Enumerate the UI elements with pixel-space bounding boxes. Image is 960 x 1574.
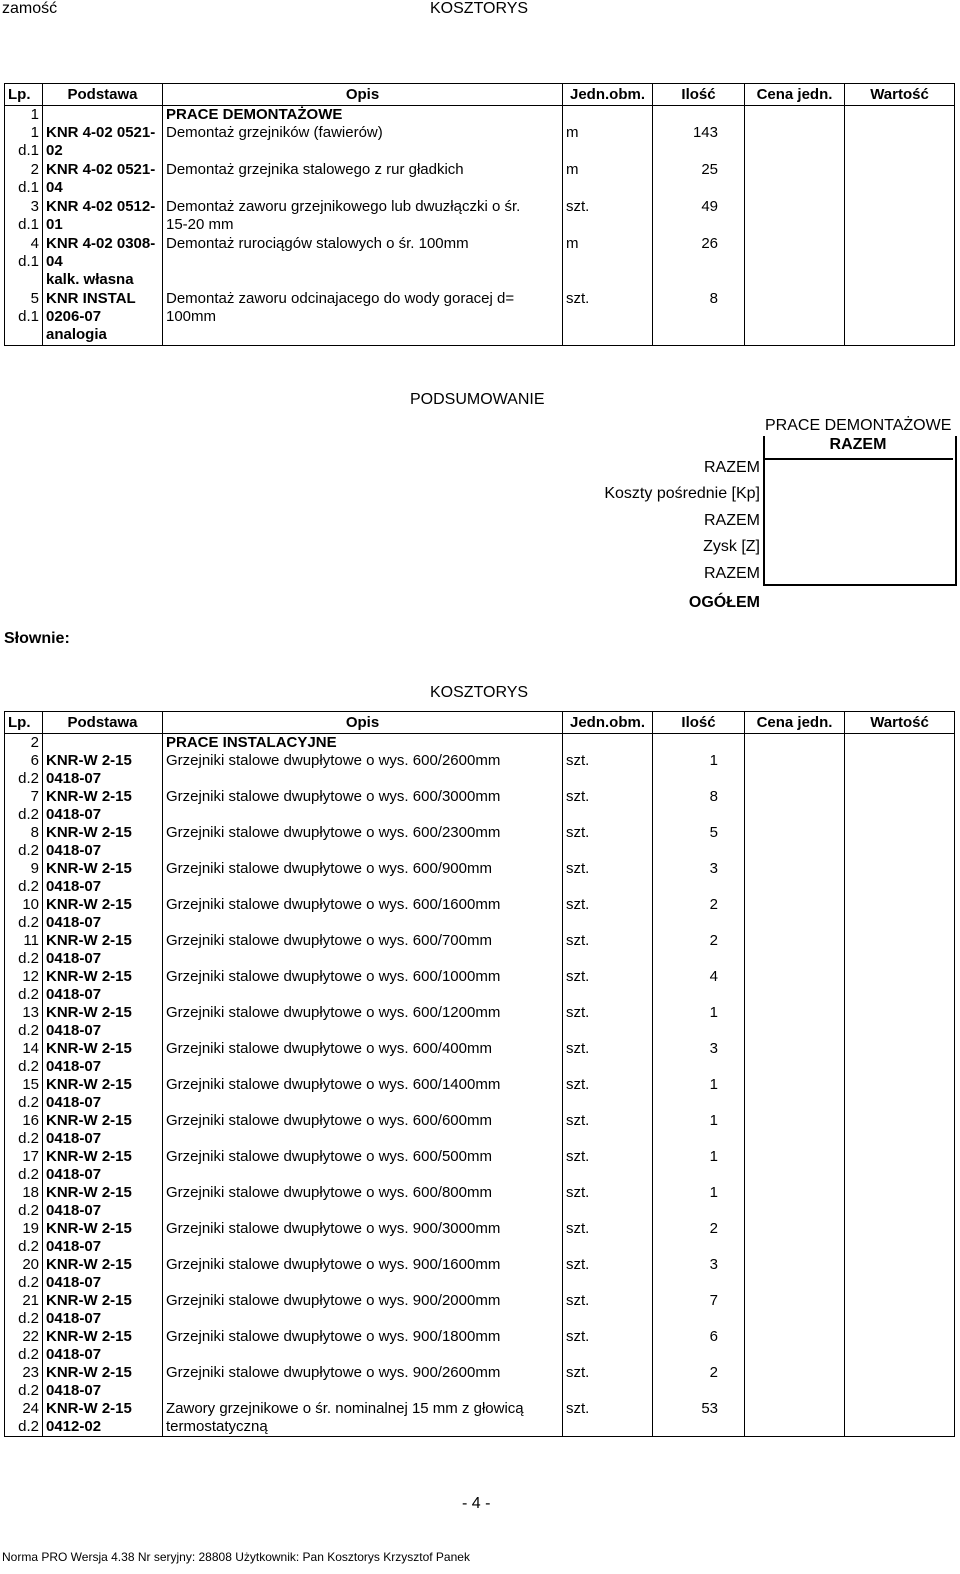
row-jedn: szt.	[563, 788, 653, 824]
row-cena	[745, 1040, 845, 1076]
row-podstawa: KNR-W 2-15 0418-07	[43, 1256, 163, 1292]
col-ilosc: Ilość	[653, 712, 745, 734]
row-lp: 14 d.2	[5, 1040, 43, 1076]
row-wartosc	[845, 788, 955, 824]
row-podstawa: KNR 4-02 0521- 02	[43, 124, 163, 161]
page-number: - 4 -	[462, 1495, 491, 1512]
row-ilosc: 1	[653, 1148, 745, 1184]
row-opis: Grzejniki stalowe dwupłytowe o wys. 600/1200mm	[163, 1004, 563, 1040]
col-podstawa: Podstawa	[43, 712, 163, 734]
col-jedn: Jedn.obm.	[563, 712, 653, 734]
row-lp: 21 d.2	[5, 1292, 43, 1328]
col-jedn: Jedn.obm.	[563, 84, 653, 106]
row-ilosc: 2	[653, 932, 745, 968]
row-jedn: szt.	[563, 1292, 653, 1328]
row-podstawa: KNR-W 2-15 0418-07	[43, 1184, 163, 1220]
row-cena	[745, 788, 845, 824]
row-cena	[745, 1076, 845, 1112]
col-cena: Cena jedn.	[745, 84, 845, 106]
row-jedn: m	[563, 235, 653, 290]
summary-label-razem-1: RAZEM	[704, 459, 760, 476]
row-ilosc: 7	[653, 1292, 745, 1328]
section-title: PRACE INSTALACYJNE	[163, 734, 563, 753]
row-lp: 18 d.2	[5, 1184, 43, 1220]
row-ilosc: 1	[653, 752, 745, 788]
row-ilosc: 25	[653, 161, 745, 198]
row-opis: Grzejniki stalowe dwupłytowe o wys. 600/1600mm	[163, 896, 563, 932]
header-title: KOSZTORYS	[430, 0, 529, 17]
row-lp: 19 d.2	[5, 1220, 43, 1256]
row-opis: Grzejniki stalowe dwupłytowe o wys. 900/2000mm	[163, 1292, 563, 1328]
row-lp: 10 d.2	[5, 896, 43, 932]
row-ilosc: 1	[653, 1076, 745, 1112]
table-row	[5, 788, 955, 824]
row-jedn: szt.	[563, 1400, 653, 1437]
summary-label-koszty: Koszty pośrednie [Kp]	[604, 485, 760, 502]
row-lp: 15 d.2	[5, 1076, 43, 1112]
row-wartosc	[845, 198, 955, 235]
row-lp: 12 d.2	[5, 968, 43, 1004]
row-opis: Grzejniki stalowe dwupłytowe o wys. 600/900mm	[163, 860, 563, 896]
row-podstawa: KNR-W 2-15 0418-07	[43, 1004, 163, 1040]
row-jedn: m	[563, 124, 653, 161]
row-opis: Demontaż zaworu odcinajacego do wody goracej d= 100mm	[163, 290, 563, 346]
table-row	[5, 161, 955, 198]
table-row	[5, 235, 955, 290]
row-jedn: szt.	[563, 1220, 653, 1256]
row-ilosc: 8	[653, 290, 745, 346]
row-wartosc	[845, 290, 955, 346]
table-row	[5, 1112, 955, 1148]
row-lp: 24 d.2	[5, 1400, 43, 1437]
row-jedn: szt.	[563, 1040, 653, 1076]
row-cena	[745, 968, 845, 1004]
row-lp: 7 d.2	[5, 788, 43, 824]
row-ilosc: 8	[653, 788, 745, 824]
row-ilosc: 1	[653, 1184, 745, 1220]
row-jedn: szt.	[563, 968, 653, 1004]
row-opis: Grzejniki stalowe dwupłytowe o wys. 900/1800mm	[163, 1328, 563, 1364]
table-row	[5, 124, 955, 161]
row-cena	[745, 1292, 845, 1328]
row-lp: 3 d.1	[5, 198, 43, 235]
row-ilosc: 5	[653, 824, 745, 860]
row-cena	[745, 1184, 845, 1220]
row-jedn: szt.	[563, 824, 653, 860]
row-wartosc	[845, 1148, 955, 1184]
row-podstawa: KNR-W 2-15 0418-07	[43, 1364, 163, 1400]
row-cena	[745, 1256, 845, 1292]
row-podstawa: KNR-W 2-15 0412-02	[43, 1400, 163, 1437]
table-row	[5, 752, 955, 788]
row-wartosc	[845, 932, 955, 968]
table-row	[5, 1364, 955, 1400]
row-ilosc: 49	[653, 198, 745, 235]
col-wartosc: Wartość	[845, 712, 955, 734]
row-podstawa: KNR-W 2-15 0418-07	[43, 824, 163, 860]
row-wartosc	[845, 1400, 955, 1437]
row-podstawa: KNR 4-02 0512- 01	[43, 198, 163, 235]
row-ilosc: 26	[653, 235, 745, 290]
row-jedn: szt.	[563, 1364, 653, 1400]
table-row	[5, 1004, 955, 1040]
row-opis: Grzejniki stalowe dwupłytowe o wys. 600/1400mm	[163, 1076, 563, 1112]
row-wartosc	[845, 1328, 955, 1364]
row-podstawa: KNR 4-02 0521- 04	[43, 161, 163, 198]
row-lp: 17 d.2	[5, 1148, 43, 1184]
row-wartosc	[845, 1256, 955, 1292]
row-opis: Grzejniki stalowe dwupłytowe o wys. 600/2300mm	[163, 824, 563, 860]
row-jedn: szt.	[563, 896, 653, 932]
row-ilosc: 2	[653, 896, 745, 932]
row-jedn: szt.	[563, 1004, 653, 1040]
row-opis: Grzejniki stalowe dwupłytowe o wys. 900/2600mm	[163, 1364, 563, 1400]
row-ilosc: 3	[653, 1040, 745, 1076]
row-lp: 23 d.2	[5, 1364, 43, 1400]
table-row	[5, 1220, 955, 1256]
row-opis: Grzejniki stalowe dwupłytowe o wys. 600/400mm	[163, 1040, 563, 1076]
row-ilosc: 4	[653, 968, 745, 1004]
row-wartosc	[845, 1076, 955, 1112]
row-jedn: szt.	[563, 1256, 653, 1292]
table-row	[5, 1328, 955, 1364]
row-wartosc	[845, 1040, 955, 1076]
row-ilosc: 6	[653, 1328, 745, 1364]
section-2-body	[5, 734, 955, 1437]
row-opis: Demontaż grzejnika stalowego z rur gładkich	[163, 161, 563, 198]
col-podstawa: Podstawa	[43, 84, 163, 106]
row-cena	[745, 1148, 845, 1184]
table-row	[5, 932, 955, 968]
row-ilosc: 3	[653, 1256, 745, 1292]
table-row	[5, 198, 955, 235]
row-jedn: m	[563, 161, 653, 198]
row-wartosc	[845, 968, 955, 1004]
row-cena	[745, 1220, 845, 1256]
row-ilosc: 143	[653, 124, 745, 161]
row-cena	[745, 235, 845, 290]
table-row	[5, 1256, 955, 1292]
row-cena	[745, 896, 845, 932]
row-cena	[745, 824, 845, 860]
row-wartosc	[845, 824, 955, 860]
row-cena	[745, 932, 845, 968]
section-number: 2	[5, 734, 43, 753]
row-lp: 16 d.2	[5, 1112, 43, 1148]
row-lp: 22 d.2	[5, 1328, 43, 1364]
summary-label-ogolem: OGÓŁEM	[688, 594, 760, 611]
row-podstawa: KNR-W 2-15 0418-07	[43, 968, 163, 1004]
row-cena	[745, 860, 845, 896]
row-jedn: szt.	[563, 1148, 653, 1184]
row-wartosc	[845, 124, 955, 161]
row-lp: 11 d.2	[5, 932, 43, 968]
row-wartosc	[845, 896, 955, 932]
row-cena	[745, 1004, 845, 1040]
row-opis: Grzejniki stalowe dwupłytowe o wys. 600/800mm	[163, 1184, 563, 1220]
row-cena	[745, 161, 845, 198]
table-row	[5, 968, 955, 1004]
row-ilosc: 53	[653, 1400, 745, 1437]
row-podstawa: KNR-W 2-15 0418-07	[43, 1328, 163, 1364]
row-ilosc: 2	[653, 1364, 745, 1400]
section-1-body	[5, 106, 955, 346]
table-row	[5, 1040, 955, 1076]
row-cena	[745, 198, 845, 235]
row-lp: 20 d.2	[5, 1256, 43, 1292]
footer-text: Norma PRO Wersja 4.38 Nr seryjny: 28808 Użytkownik: Pan Kosztorys Krzysztof Panek	[2, 1550, 470, 1564]
table-row	[5, 1184, 955, 1220]
row-wartosc	[845, 1220, 955, 1256]
row-opis: Grzejniki stalowe dwupłytowe o wys. 600/1000mm	[163, 968, 563, 1004]
row-podstawa: KNR-W 2-15 0418-07	[43, 1040, 163, 1076]
row-jedn: szt.	[563, 932, 653, 968]
row-podstawa: KNR-W 2-15 0418-07	[43, 860, 163, 896]
row-podstawa: KNR-W 2-15 0418-07	[43, 932, 163, 968]
table-row	[5, 1292, 955, 1328]
col-lp: Lp.	[5, 84, 43, 106]
row-wartosc	[845, 235, 955, 290]
row-podstawa: KNR-W 2-15 0418-07	[43, 1292, 163, 1328]
row-opis: Demontaż grzejników (fawierów)	[163, 124, 563, 161]
summary-title: PODSUMOWANIE	[410, 391, 545, 408]
row-podstawa: KNR-W 2-15 0418-07	[43, 1112, 163, 1148]
col-cena: Cena jedn.	[745, 712, 845, 734]
row-wartosc	[845, 161, 955, 198]
table-row	[5, 1148, 955, 1184]
slownie-label: Słownie:	[4, 630, 70, 647]
row-opis: Grzejniki stalowe dwupłytowe o wys. 600/600mm	[163, 1112, 563, 1148]
row-podstawa: KNR-W 2-15 0418-07	[43, 788, 163, 824]
col-wartosc: Wartość	[845, 84, 955, 106]
row-podstawa: KNR 4-02 0308- 04 kalk. własna	[43, 235, 163, 290]
row-cena	[745, 1112, 845, 1148]
row-lp: 4 d.1	[5, 235, 43, 290]
row-ilosc: 3	[653, 860, 745, 896]
row-lp: 6 d.2	[5, 752, 43, 788]
row-opis: Grzejniki stalowe dwupłytowe o wys. 600/2600mm	[163, 752, 563, 788]
row-cena	[745, 1400, 845, 1437]
summary-box-caption: PRACE DEMONTAŻOWE	[765, 417, 952, 434]
row-cena	[745, 290, 845, 346]
row-jedn: szt.	[563, 860, 653, 896]
row-podstawa: KNR-W 2-15 0418-07	[43, 1076, 163, 1112]
table-row	[5, 290, 955, 346]
table-row	[5, 896, 955, 932]
kosztorys-table-2	[4, 711, 955, 1437]
kosztorys-table-1	[4, 83, 955, 346]
row-podstawa: KNR-W 2-15 0418-07	[43, 752, 163, 788]
row-wartosc	[845, 1364, 955, 1400]
row-opis: Grzejniki stalowe dwupłytowe o wys. 600/700mm	[163, 932, 563, 968]
row-podstawa: KNR-W 2-15 0418-07	[43, 1148, 163, 1184]
row-jedn: szt.	[563, 752, 653, 788]
row-wartosc	[845, 1184, 955, 1220]
col-opis: Opis	[163, 84, 563, 106]
row-jedn: szt.	[563, 1184, 653, 1220]
summary-label-razem-3: RAZEM	[704, 565, 760, 582]
row-opis: Grzejniki stalowe dwupłytowe o wys. 900/1600mm	[163, 1256, 563, 1292]
row-wartosc	[845, 752, 955, 788]
row-jedn: szt.	[563, 1112, 653, 1148]
table-row	[5, 824, 955, 860]
row-cena	[745, 1328, 845, 1364]
row-ilosc: 1	[653, 1004, 745, 1040]
row-opis: Grzejniki stalowe dwupłytowe o wys. 600/500mm	[163, 1148, 563, 1184]
row-lp: 9 d.2	[5, 860, 43, 896]
row-podstawa: KNR-W 2-15 0418-07	[43, 1220, 163, 1256]
row-opis: Grzejniki stalowe dwupłytowe o wys. 600/3000mm	[163, 788, 563, 824]
row-podstawa: KNR INSTAL 0206-07 analogia	[43, 290, 163, 346]
col-ilosc: Ilość	[653, 84, 745, 106]
row-ilosc: 2	[653, 1220, 745, 1256]
section-title: PRACE DEMONTAŻOWE	[163, 106, 563, 125]
summary-box-head: RAZEM	[763, 436, 953, 460]
row-opis: Zawory grzejnikowe o śr. nominalnej 15 mm z głowicą termostatyczną	[163, 1400, 563, 1437]
row-jedn: szt.	[563, 1328, 653, 1364]
row-ilosc: 1	[653, 1112, 745, 1148]
summary-label-razem-2: RAZEM	[704, 512, 760, 529]
row-opis: Demontaż rurociągów stalowych o śr. 100mm	[163, 235, 563, 290]
row-wartosc	[845, 1004, 955, 1040]
table-row	[5, 1400, 955, 1437]
row-wartosc	[845, 1112, 955, 1148]
row-cena	[745, 752, 845, 788]
row-cena	[745, 124, 845, 161]
row-podstawa: KNR-W 2-15 0418-07	[43, 896, 163, 932]
row-lp: 13 d.2	[5, 1004, 43, 1040]
summary-label-zysk: Zysk [Z]	[703, 538, 760, 555]
col-opis: Opis	[163, 712, 563, 734]
table-row	[5, 1076, 955, 1112]
col-lp: Lp.	[5, 712, 43, 734]
row-lp: 8 d.2	[5, 824, 43, 860]
section-number: 1	[5, 106, 43, 125]
row-opis: Demontaż zaworu grzejnikowego lub dwuzłączki o śr. 15-20 mm	[163, 198, 563, 235]
row-opis: Grzejniki stalowe dwupłytowe o wys. 900/3000mm	[163, 1220, 563, 1256]
row-jedn: szt.	[563, 1076, 653, 1112]
row-lp: 2 d.1	[5, 161, 43, 198]
row-lp: 1 d.1	[5, 124, 43, 161]
row-lp: 5 d.1	[5, 290, 43, 346]
row-jedn: szt.	[563, 198, 653, 235]
table-row	[5, 860, 955, 896]
kosztorys-title-2: KOSZTORYS	[430, 684, 529, 701]
header-left-location: zamość	[2, 0, 58, 17]
row-cena	[745, 1364, 845, 1400]
row-jedn: szt.	[563, 290, 653, 346]
row-wartosc	[845, 1292, 955, 1328]
row-wartosc	[845, 860, 955, 896]
